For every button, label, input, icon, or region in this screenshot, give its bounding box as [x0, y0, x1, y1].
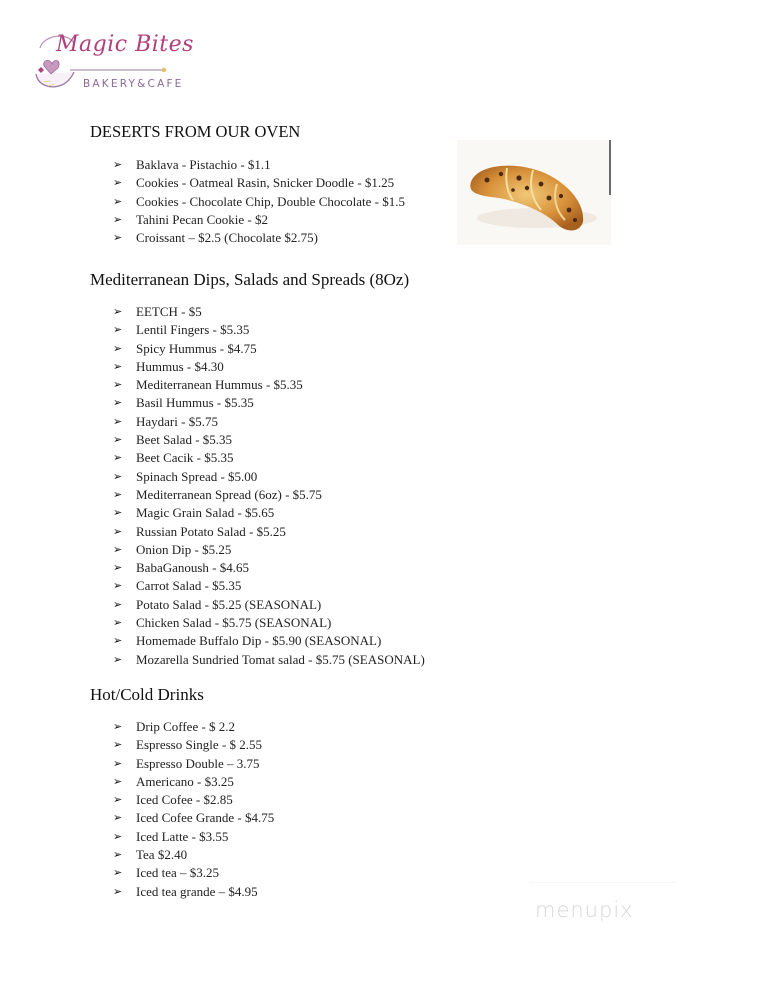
arrow-bullet-icon: ➢: [113, 158, 123, 171]
menu-item-text: Americano - $3.25: [136, 773, 234, 789]
brand-name: Magic Bites: [56, 32, 194, 57]
menu-item-text: Baklava - Pistachio - $1.1: [136, 157, 271, 172]
list-item: [113, 809, 274, 827]
list-item: [113, 229, 405, 247]
arrow-bullet-icon: ➢: [113, 451, 123, 465]
list-item: [113, 577, 425, 595]
list-item: [113, 156, 405, 174]
list-item: [113, 736, 274, 754]
menu-item-text: Mediterranean Hummus - $5.35: [136, 377, 303, 393]
list-item: [113, 718, 274, 736]
menu-item-text: Espresso Single - $ 2.55: [136, 737, 263, 753]
list-item: [113, 651, 425, 669]
croissant-photo: [457, 140, 611, 245]
menu-item-text: Potato Salad - $5.25 (SEASONAL): [136, 596, 322, 612]
list-item: [113, 358, 425, 376]
arrow-bullet-icon: ➢: [113, 305, 123, 318]
arrow-bullet-icon: ➢: [113, 469, 123, 483]
menu-item-text: Beet Cacik - $5.35: [136, 450, 234, 466]
arrow-bullet-icon: ➢: [113, 884, 123, 898]
arrow-bullet-icon: ➢: [113, 506, 123, 520]
menu-item-text: Drip Coffee - $ 2.2: [136, 719, 236, 734]
list-item: [113, 846, 274, 864]
menu-item-text: Basil Hummus - $5.35: [136, 395, 254, 411]
list-item: [113, 174, 405, 192]
menu-item-text: Hummus - $4.30: [136, 358, 224, 374]
menu-item-text: Iced Cofee Grande - $4.75: [136, 810, 275, 826]
menu-item-text: Croissant – $2.5 (Chocolate $2.75): [136, 230, 318, 246]
menu-item-text: Mediterranean Spread (6oz) - $5.75: [136, 486, 322, 502]
list-item: [113, 596, 425, 614]
arrow-bullet-icon: ➢: [113, 542, 123, 556]
arrow-bullet-icon: ➢: [113, 341, 123, 355]
list-item: [113, 614, 425, 632]
list-item: [113, 340, 425, 358]
menu-item-text: Russian Potato Salad - $5.25: [136, 523, 286, 539]
arrow-bullet-icon: ➢: [113, 848, 123, 862]
section-title-mediterranean: Mediterranean Dips, Salads and Spreads (8Oz): [90, 270, 410, 289]
menu-item-text: Iced tea – $3.25: [136, 865, 220, 881]
arrow-bullet-icon: ➢: [113, 811, 123, 825]
list-item: [113, 791, 274, 809]
menu-item-text: Haydari - $5.75: [136, 413, 218, 429]
arrow-bullet-icon: ➢: [113, 829, 123, 843]
menu-item-text: Homemade Buffalo Dip - $5.90 (SEASONAL): [136, 633, 382, 649]
arrow-bullet-icon: ➢: [113, 231, 123, 245]
menu-item-text: Iced Latte - $3.55: [136, 828, 229, 844]
menu-item-text: Tahini Pecan Cookie - $2: [136, 211, 268, 227]
menu-item-text: Cookies - Chocolate Chip, Double Chocolate - $1.5: [136, 193, 405, 209]
photo-border: [609, 140, 611, 195]
menu-item-text: Beet Salad - $5.35: [136, 432, 233, 448]
list-item: [113, 303, 425, 321]
menu-item-text: Onion Dip - $5.25: [136, 541, 232, 557]
arrow-bullet-icon: ➢: [113, 597, 123, 611]
arrow-bullet-icon: ➢: [113, 212, 123, 226]
menu-item-text: Spinach Spread - $5.00: [136, 468, 258, 484]
menu-item-text: Iced tea grande – $4.95: [136, 883, 258, 899]
list-item: [113, 376, 425, 394]
list-item: [113, 523, 425, 541]
menu-item-text: Spicy Hummus - $4.75: [136, 340, 257, 356]
list-item: [113, 541, 425, 559]
list-item: [113, 755, 274, 773]
list-item: [113, 431, 425, 449]
arrow-bullet-icon: ➢: [113, 720, 123, 733]
arrow-bullet-icon: ➢: [113, 378, 123, 392]
arrow-bullet-icon: ➢: [113, 487, 123, 501]
section-title-deserts: DESERTS FROM OUR OVEN: [90, 122, 301, 141]
menu-item-text: Cookies - Oatmeal Rasin, Snicker Doodle - $1.25: [136, 175, 395, 191]
menu-item-text: Iced Cofee - $2.85: [136, 792, 233, 808]
arrow-bullet-icon: ➢: [113, 756, 123, 770]
menupix-watermark: menupix: [535, 898, 634, 922]
menu-item-text: Espresso Double – 3.75: [136, 755, 260, 771]
list-item: [113, 321, 425, 339]
brand-logo: [30, 30, 194, 96]
list-item: [113, 468, 425, 486]
arrow-bullet-icon: ➢: [113, 793, 123, 807]
menu-item-text: Lentil Fingers - $5.35: [136, 322, 250, 338]
brand-subtitle: BAKERY&CAFE: [83, 78, 184, 90]
arrow-bullet-icon: ➢: [113, 561, 123, 575]
arrow-bullet-icon: ➢: [113, 652, 123, 666]
arrow-bullet-icon: ➢: [113, 176, 123, 190]
list-item: [113, 883, 274, 901]
arrow-bullet-icon: ➢: [113, 866, 123, 880]
list-item: [113, 632, 425, 650]
menu-item-text: Carrot Salad - $5.35: [136, 578, 242, 594]
arrow-bullet-icon: ➢: [113, 414, 123, 428]
list-item: [113, 193, 405, 211]
arrow-bullet-icon: ➢: [113, 774, 123, 788]
menu-item-text: Tea $2.40: [136, 847, 188, 863]
arrow-bullet-icon: ➢: [113, 323, 123, 337]
list-item: [113, 486, 425, 504]
list-item: [113, 211, 405, 229]
menu-item-text: EETCH - $5: [136, 304, 202, 319]
arrow-bullet-icon: ➢: [113, 396, 123, 410]
arrow-bullet-icon: ➢: [113, 359, 123, 373]
menu-item-text: BabaGanoush - $4.65: [136, 560, 250, 576]
list-item: [113, 828, 274, 846]
menu-item-text: Magic Grain Salad - $5.65: [136, 505, 275, 521]
list-item: [113, 559, 425, 577]
arrow-bullet-icon: ➢: [113, 579, 123, 593]
arrow-bullet-icon: ➢: [113, 524, 123, 538]
list-item: [113, 864, 274, 882]
arrow-bullet-icon: ➢: [113, 194, 123, 208]
croissant-image-icon: [457, 140, 611, 245]
list-item: [113, 504, 425, 522]
menu-item-text: Mozarella Sundried Tomat salad - $5.75 (SEASONAL): [136, 651, 425, 667]
list-item: [113, 394, 425, 412]
arrow-bullet-icon: ➢: [113, 738, 123, 752]
list-item: [113, 773, 274, 791]
arrow-bullet-icon: ➢: [113, 634, 123, 648]
mediterranean-list: [113, 303, 425, 669]
list-item: [113, 449, 425, 467]
list-item: [113, 413, 425, 431]
section-title-drinks: Hot/Cold Drinks: [90, 685, 204, 704]
arrow-bullet-icon: ➢: [113, 433, 123, 447]
menu-item-text: Chicken Salad - $5.75 (SEASONAL): [136, 615, 332, 631]
deserts-list: [113, 156, 405, 247]
arrow-bullet-icon: ➢: [113, 616, 123, 630]
drinks-list: [113, 718, 274, 901]
watermark-decoration: [530, 882, 675, 889]
